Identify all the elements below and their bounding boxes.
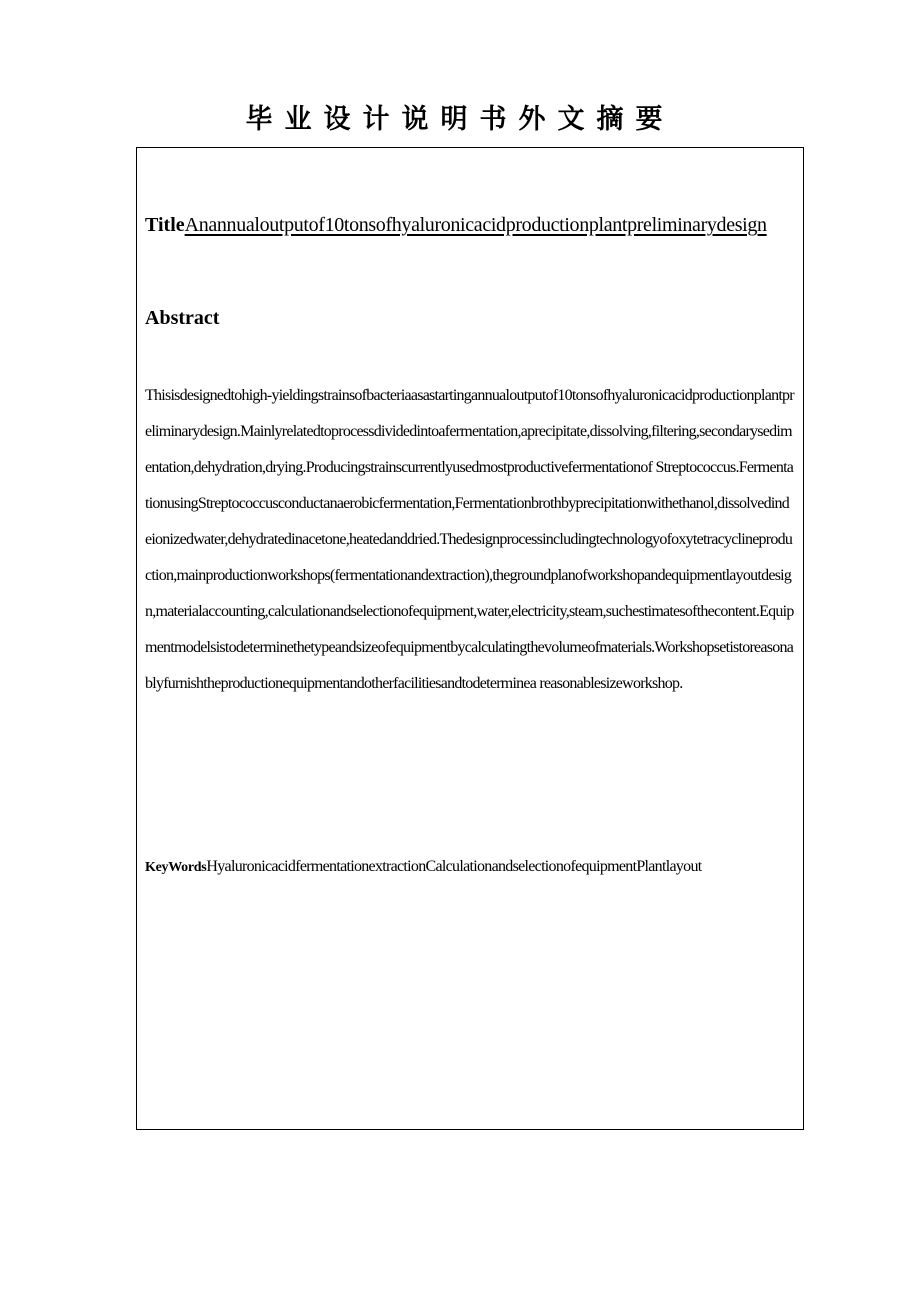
keywords-block [145, 849, 795, 886]
keywords-label: KeyWords [145, 860, 207, 875]
abstract-frame [136, 147, 804, 1130]
thesis-title-block [145, 201, 793, 249]
abstract-body: Thisisdesignedtohigh-yieldingstrainsofbacteriaasastartingannualoutputof10tonsofhyaluronicacidproductionplantpreliminarydesign.Mainlyrelatedtoprocessdividedintoafermentation,aprecipitate,dissolving,filtering,secondarysedimentation,dehydration,drying.Producingstrainscurrentlyusedmostproductivefermentationof Streptococcus.FermentationusingStreptococcusconductanaerobicfermentation,Fermentationbrothbyprecipitationwithethanol,dissolvedindeionizedwater,dehydratedinacetone,heatedanddried.Thedesignprocessincludingtechnologyofoxytetracyclineproduction,mainproductionworkshops(fermentationandextraction),thegroundplanofworkshopandequipmentlayoutdesign,materialaccounting,calculationandselectionofequipment,water,electricity,steam,suchestimatesofthecontent.Equipmentmodelsistodeterminethetypeandsizeofequipmentbycalculatingthevolumeofmaterials.Workshopsetistoreasonablyfurnishtheproductionequipmentandotherfacilitiesandtodeterminea reasonablesizeworkshop. [145, 387, 794, 692]
keywords-text: HyaluronicacidfermentationextractionCalculationandselectionofequipmentPlantlayout [206, 858, 702, 875]
page-title: 毕业设计说明书外文摘要 [245, 104, 675, 135]
thesis-title-text: Anannualoutputof10tonsofhyaluronicacidproductionplantpreliminarydesign [184, 214, 767, 236]
title-label: Title [145, 214, 185, 236]
abstract-heading: Abstract [145, 307, 220, 329]
